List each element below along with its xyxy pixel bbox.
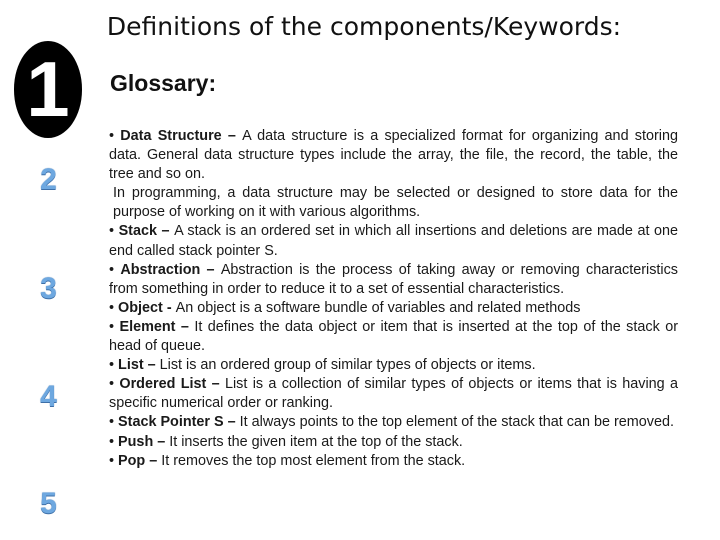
definition-term: List: [118, 357, 144, 374]
term-separator: –: [145, 452, 162, 469]
term-separator: –: [175, 318, 195, 335]
step-4[interactable]: 4: [40, 380, 57, 413]
definition-term: Push: [118, 433, 154, 450]
definition-text: A stack is an ordered set in which all insertions and deletions are made at one end called stack pointer S.: [109, 223, 679, 259]
term-separator: –: [206, 376, 225, 393]
definition-pop: • Pop – It removes the top most element from the stack.: [109, 452, 466, 469]
definition-text: A data structure is a specialized format for organizing and storing data. General data structure types include the array, the file, the record, the table, the tree and so on.: [109, 128, 678, 183]
definition-text: In programming, a data structure may be selected or designed to store data for the purpose of working on it with various algorithms.: [113, 185, 678, 221]
definition-ordered-list: • Ordered List – List is a collection of similar types of objects or items that is having a specific numerical order or ranking.: [109, 376, 678, 412]
term-separator: -: [162, 299, 176, 316]
definition-term: Pop: [118, 452, 146, 469]
term-separator: –: [200, 261, 221, 278]
definition-text: An object is a software bundle of variables and related methods: [175, 299, 581, 316]
glossary-heading: Glossary:: [110, 70, 217, 96]
definition-object: • Object - An object is a software bundle of variables and related methods: [109, 299, 581, 316]
definition-push: • Push – It inserts the given item at the top of the stack.: [109, 433, 463, 450]
step-2[interactable]: 2: [40, 163, 57, 196]
definition-text: It defines the data object or item that is inserted at the top of the stack or head of queue.: [109, 318, 678, 355]
definition-data-structure: • Data Structure – A data structure is a specialized format for organizing and storing data. General data structure types include the array, the file, the record, the table, the tree and so on.: [109, 128, 678, 183]
definition-text: List is a collection of similar types of objects or items that is having a specific numerical order or ranking.: [109, 376, 678, 412]
definition-term: Stack Pointer S: [118, 414, 224, 431]
definition-element: • Element – It defines the data object or item that is inserted at the top of the stack or head of queue.: [109, 318, 678, 355]
definition-stack: • Stack – A stack is an ordered set in which all insertions and deletions are made at one end called stack pointer S.: [109, 223, 679, 259]
definition-list: • List – List is an ordered group of similar types of objects or items.: [109, 357, 536, 374]
definition-text: It inserts the given item at the top of the stack.: [169, 433, 463, 450]
definition-term: Ordered List: [119, 376, 207, 393]
definition-abstraction: • Abstraction – Abstraction is the process of taking away or removing characteristics from something in order to reduce it to a set of essential characteristics.: [109, 261, 678, 297]
definition-term: Data Structure: [120, 128, 222, 144]
step-3[interactable]: 3: [40, 272, 57, 305]
step-1-active[interactable]: 1: [14, 41, 82, 138]
definition-text: It always points to the top element of the stack that can be removed.: [239, 414, 674, 431]
definition-term: Abstraction: [120, 261, 201, 278]
definition-stack-pointer: • Stack Pointer S – It always points to the top element of the stack that can be removed.: [109, 414, 674, 431]
definition-data-structure-cont: [109, 184, 678, 222]
step-5[interactable]: 5: [40, 487, 57, 520]
definition-text: Abstraction is the process of taking away or removing characteristics from something in order to reduce it to a set of essential characteristics.: [109, 261, 678, 297]
term-separator: –: [221, 128, 243, 144]
term-separator: –: [156, 223, 175, 240]
definition-text: It removes the top most element from the stack.: [161, 452, 466, 469]
definition-term: Stack: [118, 223, 157, 240]
term-separator: –: [153, 433, 170, 450]
definitions-list: [109, 127, 678, 471]
slide-title: Definitions of the components/Keywords:: [106, 12, 622, 41]
definition-term: Object: [118, 299, 163, 316]
term-separator: –: [143, 357, 160, 374]
definition-term: Element: [119, 318, 176, 335]
term-separator: –: [223, 414, 240, 431]
definition-text: List is an ordered group of similar types of objects or items.: [159, 357, 536, 374]
